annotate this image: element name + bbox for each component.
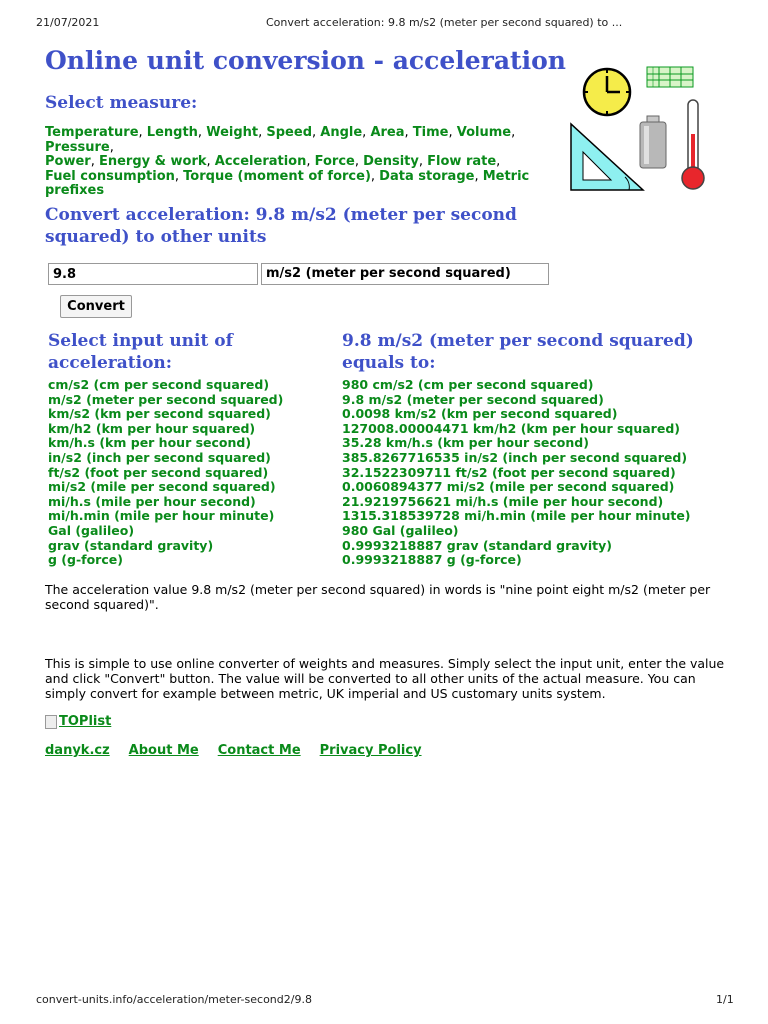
result-item[interactable]: 0.0098 km/s2 (km per second squared) — [342, 406, 618, 422]
grid-icon — [647, 67, 693, 87]
triangle-ruler-icon — [571, 124, 643, 190]
footer-link[interactable]: danyk.cz — [45, 743, 110, 758]
input-unit-link[interactable]: mi/h.s (mile per hour second) — [48, 493, 256, 509]
toplist-link[interactable] — [45, 714, 111, 729]
measure-link[interactable]: Force — [314, 154, 355, 169]
footer-link[interactable]: Contact Me — [217, 743, 301, 758]
clock-icon — [584, 69, 630, 115]
result-item[interactable]: 35.28 km/h.s (km per hour second) — [342, 435, 589, 451]
measure-link[interactable]: Area — [370, 125, 405, 140]
footer-link[interactable]: About Me — [128, 743, 199, 758]
result-item[interactable]: 385.8267716535 in/s2 (inch per second squared) — [342, 449, 688, 465]
measure-separator: , — [258, 125, 267, 140]
result-item[interactable]: 980 cm/s2 (cm per second squared) — [342, 377, 594, 392]
result-item[interactable]: 127008.00004471 km/h2 (km per hour squared) — [342, 420, 680, 436]
print-page-count: 1/1 — [716, 993, 734, 1006]
result-item[interactable]: 0.0060894377 mi/s2 (mile per second squared) — [342, 479, 675, 495]
measure-separator: , — [496, 154, 501, 169]
measure-separator: , — [206, 154, 215, 169]
value-in-words: The acceleration value 9.8 m/s2 (meter per second squared) in words is "nine point eight m/s2 (meter per second squared)". — [45, 582, 711, 612]
measure-separator: , — [404, 125, 413, 140]
measure-link[interactable]: Density — [363, 154, 419, 169]
measure-separator: , — [362, 125, 371, 140]
weight-icon — [640, 116, 666, 168]
input-unit-link[interactable]: km/h.s (km per hour second) — [48, 435, 252, 451]
measure-link[interactable]: Pressure — [45, 139, 110, 155]
measures-illustration — [565, 64, 705, 194]
print-url: convert-units.info/acceleration/meter-second2/9.8 — [36, 993, 312, 1006]
input-unit-link[interactable]: in/s2 (inch per second squared) — [48, 449, 271, 465]
measure-link[interactable]: Weight — [206, 125, 259, 140]
measure-link[interactable]: Temperature — [45, 125, 139, 140]
measure-link[interactable]: Volume — [456, 125, 512, 140]
broken-image-icon — [45, 715, 57, 729]
measure-link[interactable]: Length — [146, 125, 198, 140]
input-unit-link[interactable]: m/s2 (meter per second squared) — [48, 391, 284, 407]
measure-separator: , — [174, 168, 184, 184]
input-unit-link[interactable]: g (g-force) — [48, 552, 123, 568]
measure-separator: , — [312, 125, 321, 140]
measure-separator: , — [370, 168, 380, 184]
measure-separator: , — [448, 125, 457, 140]
result-item[interactable]: 980 Gal (galileo) — [342, 522, 459, 538]
input-unit-link[interactable]: mi/h.min (mile per hour minute) — [48, 508, 275, 524]
input-units-list — [48, 378, 328, 568]
measure-separator: , — [138, 125, 147, 140]
measure-separator: , — [90, 154, 99, 169]
measure-link[interactable]: Power — [45, 154, 91, 169]
convert-button[interactable]: Convert — [60, 295, 132, 318]
input-units-column — [48, 330, 328, 568]
measure-separator: , — [511, 125, 516, 140]
results-heading: 9.8 m/s2 (meter per second squared) equals to: — [342, 331, 694, 373]
measure-link[interactable]: Energy & work — [98, 154, 207, 169]
select-measure-heading: Select measure: — [45, 93, 198, 113]
value-input[interactable] — [48, 263, 258, 285]
measure-link[interactable]: Metric prefixes — [45, 168, 530, 198]
measure-separator: , — [354, 154, 364, 169]
input-unit-link[interactable]: Gal (galileo) — [48, 522, 135, 538]
measure-separator: , — [197, 125, 207, 140]
input-unit-link[interactable]: cm/s2 (cm per second squared) — [48, 377, 270, 392]
measure-link[interactable]: Torque (moment of force) — [183, 168, 371, 184]
measure-separator: , — [418, 154, 428, 169]
measure-link[interactable]: Time — [412, 125, 449, 140]
input-unit-link[interactable]: km/s2 (km per second squared) — [48, 406, 271, 422]
measure-link[interactable]: Acceleration — [214, 154, 307, 169]
input-unit-link[interactable]: km/h2 (km per hour squared) — [48, 420, 256, 436]
result-item[interactable]: 0.9993218887 grav (standard gravity) — [342, 537, 612, 553]
measure-separator: , — [306, 154, 315, 169]
convert-heading: Convert acceleration: 9.8 m/s2 (meter per second squared) to other units — [45, 205, 517, 247]
measure-separator: , — [109, 139, 114, 155]
measure-link[interactable]: Speed — [266, 125, 312, 140]
measure-link[interactable]: Data storage — [379, 168, 475, 184]
measure-link[interactable]: Flow rate — [427, 154, 497, 169]
result-item[interactable]: 9.8 m/s2 (meter per second squared) — [342, 391, 604, 407]
input-units-heading: Select input unit of acceleration: — [48, 331, 233, 373]
footer-links — [45, 743, 441, 758]
result-item[interactable]: 21.9219756621 mi/h.s (mile per hour second) — [342, 493, 664, 509]
measure-link[interactable]: Angle — [320, 125, 363, 140]
thermometer-icon — [682, 100, 704, 189]
unit-select[interactable]: m/s2 (meter per second squared) — [261, 263, 549, 285]
footer-link[interactable]: Privacy Policy — [319, 743, 422, 758]
input-unit-link[interactable]: grav (standard gravity) — [48, 537, 214, 553]
results-list — [342, 378, 732, 568]
results-column — [342, 330, 732, 568]
input-unit-link[interactable]: mi/s2 (mile per second squared) — [48, 479, 276, 495]
page-title: Online unit conversion - acceleration — [45, 46, 566, 75]
result-item[interactable]: 0.9993218887 g (g-force) — [342, 552, 522, 568]
toplist-label: TOPlist — [59, 714, 112, 729]
measure-links — [45, 126, 545, 199]
measure-separator: , — [474, 168, 483, 184]
about-text: This is simple to use online converter of weights and measures. Simply select the input unit, enter the value and click "Convert" button. The value will be converted to all other units of the actual measure. You can simply convert for example between metric, UK imperial and US customary units system. — [45, 656, 725, 701]
print-title: Convert acceleration: 9.8 m/s2 (meter per second squared) to ... — [266, 16, 623, 29]
input-unit-link[interactable]: ft/s2 (foot per second squared) — [48, 464, 269, 480]
result-item[interactable]: 1315.318539728 mi/h.min (mile per hour minute) — [342, 508, 691, 524]
measure-link[interactable]: Fuel consumption — [45, 168, 175, 184]
result-item[interactable]: 32.1522309711 ft/s2 (foot per second squared) — [342, 464, 676, 480]
print-date: 21/07/2021 — [36, 16, 100, 29]
